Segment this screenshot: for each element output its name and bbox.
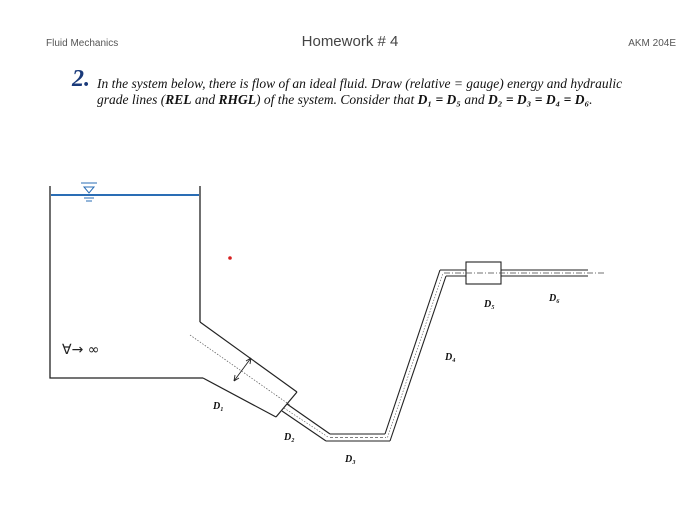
free-surface-icon: [81, 183, 97, 201]
question-line-2-mid: ) of the system. Consider that: [256, 92, 418, 107]
question-number: 2.: [72, 66, 90, 92]
label-d2: D₂: [284, 432, 295, 443]
tank-volume-label: ∀→ ∞: [62, 342, 100, 358]
and-word-2: and: [461, 92, 489, 107]
homework-title: Homework # 4: [301, 33, 399, 50]
label-d5: D₅: [484, 299, 495, 310]
d1-end-cap: [276, 392, 297, 417]
course-title: Fluid Mechanics: [46, 38, 119, 49]
d4-right-wall: [390, 276, 446, 441]
label-d6: D₆: [549, 293, 560, 304]
question-line-1: In the system below, there is flow of an ideal fluid. Draw (relative = gauge) energy and hydraulic: [97, 76, 623, 91]
label-d4: D₄: [445, 352, 456, 363]
rhgl-term: RHGL: [218, 92, 257, 107]
course-code: AKM 204E: [628, 38, 676, 49]
d4-centerline: [388, 273, 444, 438]
label-d3: D₃: [345, 454, 356, 465]
equation-d2-d6: D₂ = D₃ = D₄ = D₆: [488, 92, 590, 107]
red-marker-dot: [228, 256, 232, 260]
question-line-2-start: grade lines (: [97, 92, 166, 107]
label-d1: D₁: [213, 401, 224, 412]
equation-d1-d5: D₁ = D₅: [417, 92, 462, 107]
rel-term: REL: [165, 92, 192, 107]
and-word: and: [191, 92, 219, 107]
d1-centerline: [190, 335, 290, 405]
d1-upper-wall: [200, 322, 297, 392]
question-end: .: [589, 92, 593, 107]
d1-diameter-arrow: [234, 358, 251, 381]
d4-left-wall: [385, 270, 440, 434]
